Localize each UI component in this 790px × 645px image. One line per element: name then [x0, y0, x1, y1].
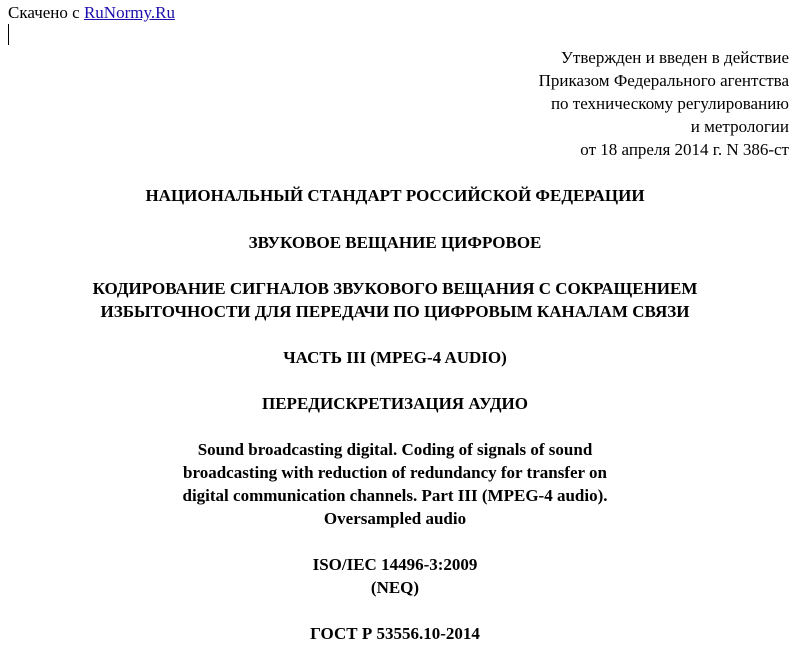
iso-number: ISO/IEC 14496-3:2009	[312, 555, 478, 574]
english-title-line: digital communication channels. Part III (MPEG-4 audio).	[182, 486, 608, 505]
subject-heading	[0, 277, 790, 323]
english-title-line: Oversampled audio	[323, 509, 467, 528]
approval-line: Приказом Федерального агентства	[538, 71, 789, 90]
source-prefix: Скачено с	[8, 3, 84, 22]
approval-line: и метрологии	[690, 117, 789, 136]
subject-heading-line: ИЗБЫТОЧНОСТИ ДЛЯ ПЕРЕДАЧИ ПО ЦИФРОВЫМ КАНАЛАМ СВЯЗИ	[100, 302, 690, 321]
english-title	[0, 438, 790, 530]
part-heading: ЧАСТЬ III (MPEG-4 AUDIO)	[283, 348, 507, 367]
approval-line: от 18 апреля 2014 г. N 386-ст	[580, 140, 789, 159]
category-heading: ЗВУКОВОЕ ВЕЩАНИЕ ЦИФРОВОЕ	[248, 233, 542, 252]
iso-equivalence: (NEQ)	[370, 578, 420, 597]
text-cursor	[8, 24, 9, 45]
iso-reference	[0, 553, 790, 599]
approval-line: по техническому регулированию	[550, 94, 789, 113]
approval-block	[539, 46, 789, 161]
subject-heading-line: КОДИРОВАНИЕ СИГНАЛОВ ЗВУКОВОГО ВЕЩАНИЯ С СОКРАЩЕНИЕМ	[92, 279, 698, 298]
english-title-line: broadcasting with reduction of redundancy for transfer on	[183, 463, 607, 482]
approval-line: Утвержден и введен в действие	[560, 48, 789, 67]
standard-designation: ГОСТ Р 53556.10-2014	[310, 624, 480, 643]
source-line	[8, 2, 175, 24]
source-link[interactable]: RuNormy.Ru	[83, 3, 175, 22]
section-heading: ПЕРЕДИСКРЕТИЗАЦИЯ АУДИО	[262, 394, 528, 413]
standard-type-heading: НАЦИОНАЛЬНЫЙ СТАНДАРТ РОССИЙСКОЙ ФЕДЕРАЦИИ	[145, 186, 645, 205]
english-title-line: Sound broadcasting digital. Coding of signals of sound	[197, 440, 593, 459]
